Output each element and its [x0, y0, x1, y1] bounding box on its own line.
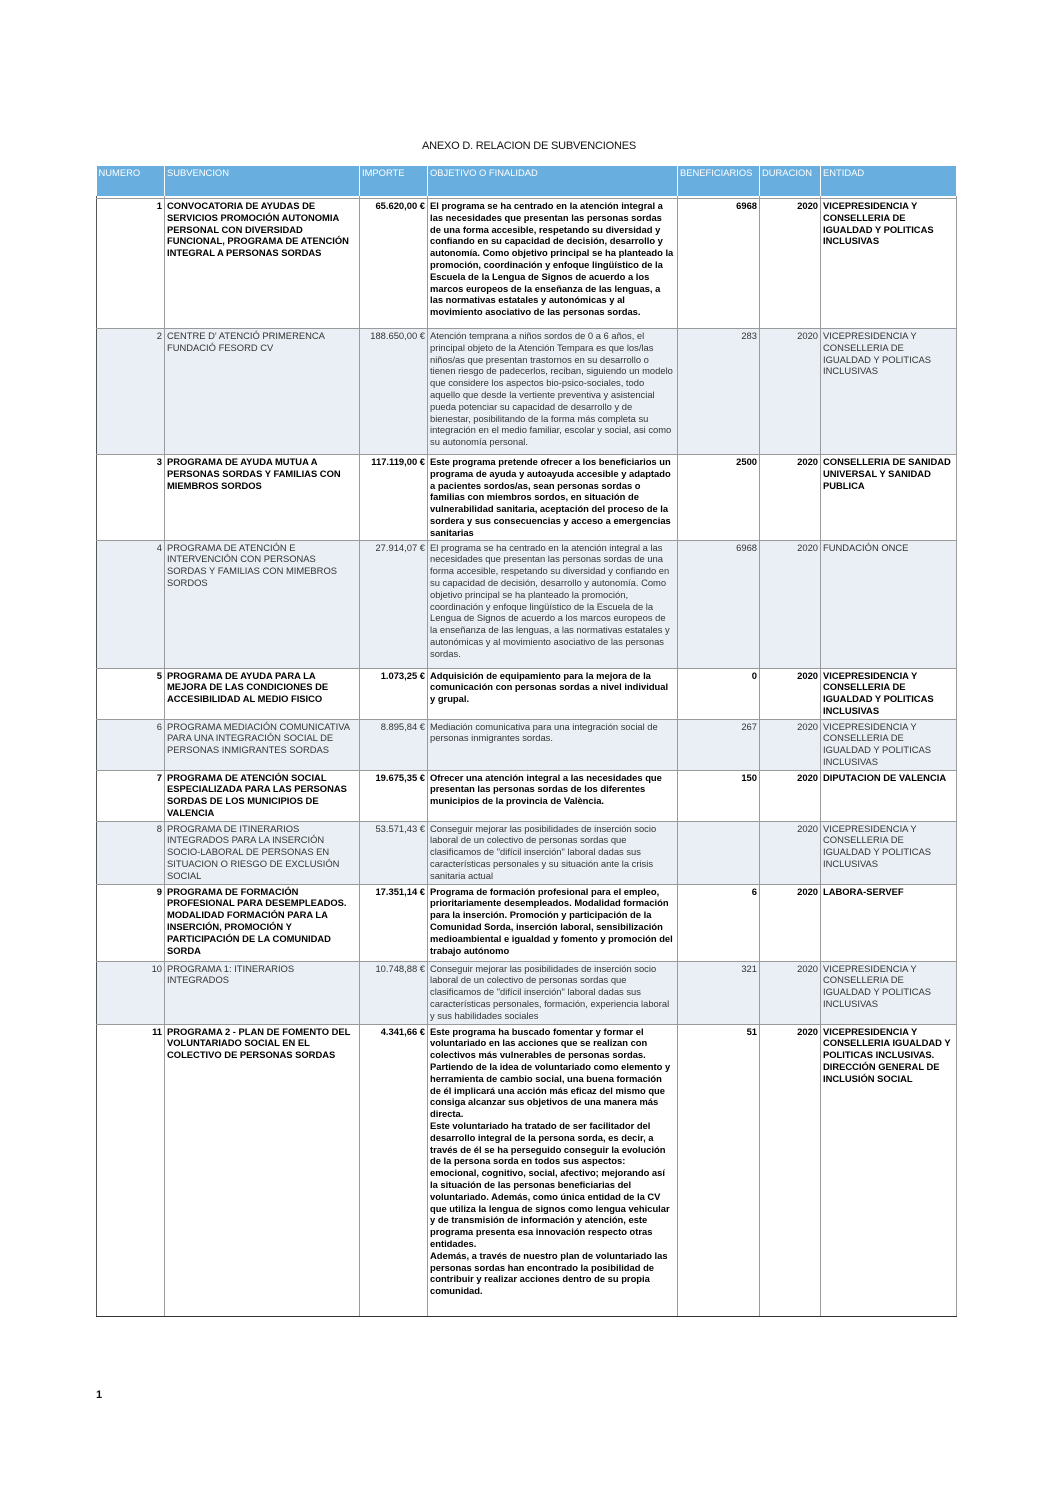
cell-importe: 10.748,88 € [360, 961, 428, 1024]
table-row [97, 329, 957, 455]
cell-entidad: DIPUTACION DE VALENCIA [821, 770, 957, 821]
header-entidad: ENTIDAD [821, 166, 957, 196]
cell-entidad: FUNDACIÓN ONCE [821, 540, 957, 668]
cell-duracion: 2020 [760, 884, 821, 961]
cell-numero: 2 [97, 329, 165, 455]
cell-beneficiarios: 2500 [678, 455, 760, 541]
cell-subvencion: PROGRAMA DE AYUDA PARA LA MEJORA DE LAS CONDICIONES DE ACCESIBILIDAD AL MEDIO FISICO [165, 668, 360, 719]
cell-entidad: VICEPRESIDENCIA Y CONSELLERIA DE IGUALDAD Y POLITICAS INCLUSIVAS [821, 821, 957, 884]
table-row [97, 1024, 957, 1316]
table-row [97, 719, 957, 770]
header-beneficiarios: BENEFICIARIOS [678, 166, 760, 196]
header-subvencion: SUBVENCION [165, 166, 360, 196]
cell-beneficiarios: 6 [678, 884, 760, 961]
cell-numero: 3 [97, 455, 165, 541]
cell-subvencion: PROGRAMA DE ITINERARIOS INTEGRADOS PARA LA INSERCIÓN SOCIO-LABORAL DE PERSONAS EN SITUACION O RIESGO DE EXCLUSIÓN SOCIAL [165, 821, 360, 884]
cell-beneficiarios: 0 [678, 668, 760, 719]
cell-objetivo: Ofrecer una atención integral a las necesidades que presentan las personas sordas de los diferentes municipios de la provincia de València. [428, 770, 678, 821]
cell-duracion: 2020 [760, 1024, 821, 1316]
cell-objetivo: Este programa pretende ofrecer a los beneficiarios un programa de ayuda y autoayuda accesible y adaptado a pacientes sordos/as, sean personas sordas o familias con miembros sordos, en situación de vulnerabilidad sanitaria, aceptación del proceso de la sordera y sus consecuencias y acceso a emergencias sanitarias [428, 455, 678, 541]
cell-duracion: 2020 [760, 199, 821, 329]
cell-importe: 17.351,14 € [360, 884, 428, 961]
table-row [97, 540, 957, 668]
cell-importe: 53.571,43 € [360, 821, 428, 884]
cell-duracion: 2020 [760, 455, 821, 541]
table-row [97, 199, 957, 329]
cell-objetivo: Este programa ha buscado fomentar y formar el voluntariado en las acciones que se realizan con colectivos más vulnerables de personas sordas. Partiendo de la idea de voluntariado como elemento y herramienta de cambio social, una buena formación de él implicará una acción más eficaz del mismo que consiga alcanzar sus objetivos de una manera más directa. Este voluntariado ha tratado de ser facilitador del desarrollo integral de la persona sorda, es decir, a través de él se ha perseguido conseguir la evolución de la persona sorda en todos sus aspectos: emocional, cognitivo, social, afectivo; mejorando así la situación de las personas beneficiarias del voluntariado. Además, como única entidad de la CV que utiliza la lengua de signos como lengua vehicular y de transmisión de información y atención, este programa presenta esa innovación respecto otras entidades. Además, a través de nuestro plan de voluntariado las personas sordas han encontrado la posibilidad de contribuir y realizar acciones dentro de su propia comunidad. [428, 1024, 678, 1316]
header-objetivo: OBJETIVO O FINALIDAD [428, 166, 678, 196]
cell-beneficiarios: 51 [678, 1024, 760, 1316]
cell-objetivo: El programa se ha centrado en la atención integral a las necesidades que presentan las personas sordas de una forma accesible, respetando su diversidad y confiando en su capacidad de decisión, desarrollo y autonomía. Como objetivo principal se ha planteado la promoción, coordinación y enfoque lingüístico de la Escuela de la Lengua de Signos de acuerdo a los marcos europeos de la enseñanza de las lenguas, a las normativas estatales y autonómicas y al movimiento asociativo de las personas sordas. [428, 199, 678, 329]
cell-entidad: VICEPRESIDENCIA Y CONSELLERIA DE IGUALDAD Y POLITICAS INCLUSIVAS [821, 199, 957, 329]
cell-entidad: VICEPRESIDENCIA Y CONSELLERIA IGUALDAD Y POLITICAS INCLUSIVAS. DIRECCIÓN GENERAL DE INCLUSIÓN SOCIAL [821, 1024, 957, 1316]
table-row [97, 961, 957, 1024]
header-importe: IMPORTE [360, 166, 428, 196]
cell-objetivo: Conseguir mejorar las posibilidades de inserción socio laboral de un colectivo de personas sordas que clasificamos de "difícil inserción" laboral dadas sus características personales y su situación ante la crisis sanitaria actual [428, 821, 678, 884]
cell-numero: 4 [97, 540, 165, 668]
cell-numero: 11 [97, 1024, 165, 1316]
cell-beneficiarios: 6968 [678, 199, 760, 329]
cell-importe: 8.895,84 € [360, 719, 428, 770]
cell-subvencion: PROGRAMA DE ATENCIÓN E INTERVENCIÓN CON PERSONAS SORDAS Y FAMILIAS CON MIMEBROS SORDOS [165, 540, 360, 668]
cell-importe: 27.914,07 € [360, 540, 428, 668]
cell-numero: 8 [97, 821, 165, 884]
cell-beneficiarios [678, 821, 760, 884]
page-number: 1 [96, 1389, 103, 1401]
cell-objetivo: Adquisición de equipamiento para la mejora de la comunicación con personas sordas a nivel individual y grupal. [428, 668, 678, 719]
table-row [97, 884, 957, 961]
cell-importe: 117.119,00 € [360, 455, 428, 541]
table-row [97, 668, 957, 719]
cell-entidad: VICEPRESIDENCIA Y CONSELLERIA DE IGUALDAD Y POLITICAS INCLUSIVAS [821, 961, 957, 1024]
cell-entidad: VICEPRESIDENCIA Y CONSELLERIA DE IGUALDAD Y POLITICAS INCLUSIVAS [821, 668, 957, 719]
cell-duracion: 2020 [760, 668, 821, 719]
cell-duracion: 2020 [760, 821, 821, 884]
cell-objetivo: El programa se ha centrado en la atención integral a las necesidades que presentan las personas sordas de una forma accesible, respetando su diversidad y confiando en su capacidad de decisión, desarrollo y autonomía. Como objetivo principal se ha planteado la promoción, coordinación y enfoque lingüístico de la Escuela de la Lengua de Signos de acuerdo a los marcos europeos de la enseñanza de las lenguas, a las normativas estatales y autonómicas y al movimiento asociativo de las personas sordas. [428, 540, 678, 668]
cell-subvencion: CENTRE D' ATENCIÓ PRIMERENCA FUNDACIÓ FESORD CV [165, 329, 360, 455]
cell-subvencion: CONVOCATORIA DE AYUDAS DE SERVICIOS PROMOCIÓN AUTONOMIA PERSONAL CON DIVERSIDAD FUNCIONAL, PROGRAMA DE ATENCIÓN INTEGRAL A PERSONAS SORDAS [165, 199, 360, 329]
cell-beneficiarios: 283 [678, 329, 760, 455]
cell-entidad: CONSELLERIA DE SANIDAD UNIVERSAL Y SANIDAD PUBLICA [821, 455, 957, 541]
cell-numero: 5 [97, 668, 165, 719]
cell-numero: 1 [97, 199, 165, 329]
cell-duracion: 2020 [760, 329, 821, 455]
cell-subvencion: PROGRAMA DE ATENCIÓN SOCIAL ESPECIALIZADA PARA LAS PERSONAS SORDAS DE LOS MUNICIPIOS DE VALENCIA [165, 770, 360, 821]
cell-duracion: 2020 [760, 540, 821, 668]
cell-objetivo: Conseguir mejorar las posibilidades de inserción socio laboral de un colectivo de personas sordas que clasificamos de "difícil inserción" laboral dadas sus características personales, formación, experiencia laboral y sus habilidades sociales [428, 961, 678, 1024]
cell-duracion: 2020 [760, 961, 821, 1024]
cell-objetivo: Programa de formación profesional para el empleo, prioritariamente desempleados. Modalidad formación para la inserción. Promoción y participación de la Comunidad Sorda, inserción laboral, sensibilización medioambiental e igualdad y fomento y promoción del trabajo autónomo [428, 884, 678, 961]
cell-beneficiarios: 6968 [678, 540, 760, 668]
cell-numero: 6 [97, 719, 165, 770]
cell-entidad: VICEPRESIDENCIA Y CONSELLERIA DE IGUALDAD Y POLITICAS INCLUSIVAS [821, 329, 957, 455]
table-header-row [97, 166, 957, 196]
cell-numero: 7 [97, 770, 165, 821]
cell-beneficiarios: 321 [678, 961, 760, 1024]
cell-subvencion: PROGRAMA 1: ITINERARIOS INTEGRADOS [165, 961, 360, 1024]
table-row [97, 770, 957, 821]
cell-subvencion: PROGRAMA 2 - PLAN DE FOMENTO DEL VOLUNTARIADO SOCIAL EN EL COLECTIVO DE PERSONAS SORDAS [165, 1024, 360, 1316]
cell-subvencion: PROGRAMA DE AYUDA MUTUA A PERSONAS SORDAS Y FAMILIAS CON MIEMBROS SORDOS [165, 455, 360, 541]
document-title: ANEXO D. RELACION DE SUBVENCIONES [421, 140, 637, 152]
cell-duracion: 2020 [760, 770, 821, 821]
table-row [97, 455, 957, 541]
cell-beneficiarios: 150 [678, 770, 760, 821]
cell-duracion: 2020 [760, 719, 821, 770]
table-row [97, 821, 957, 884]
header-duracion: DURACION [760, 166, 821, 196]
cell-numero: 9 [97, 884, 165, 961]
cell-importe: 4.341,66 € [360, 1024, 428, 1316]
cell-entidad: VICEPRESIDENCIA Y CONSELLERIA DE IGUALDAD Y POLITICAS INCLUSIVAS [821, 719, 957, 770]
cell-importe: 65.620,00 € [360, 199, 428, 329]
cell-subvencion: PROGRAMA DE FORMACIÓN PROFESIONAL PARA DESEMPLEADOS. MODALIDAD FORMACIÓN PARA LA INSERCIÓN, PROMOCIÓN Y PARTICIPACIÓN DE LA COMUNIDAD SORDA [165, 884, 360, 961]
cell-beneficiarios: 267 [678, 719, 760, 770]
cell-entidad: LABORA-SERVEF [821, 884, 957, 961]
cell-importe: 19.675,35 € [360, 770, 428, 821]
cell-objetivo: Mediación comunicativa para una integración social de personas inmigrantes sordas. [428, 719, 678, 770]
cell-numero: 10 [97, 961, 165, 1024]
cell-importe: 188.650,00 € [360, 329, 428, 455]
cell-importe: 1.073,25 € [360, 668, 428, 719]
cell-objetivo: Atención temprana a niños sordos de 0 a 6 años, el principal objeto de la Atención Tempara es que los/las niños/as que presentan trastornos en su desarrollo o tienen riesgo de padecerlos, reciban, siguiendo un modelo que considere los aspectos bio-psico-sociales, todo aquello que desde la vertiente preventiva y asistencial pueda potenciar su capacidad de desarrollo y de bienestar, posibilitando de la forma más completa su integración en el medio familiar, escolar y social, asi como su autonomía personal. [428, 329, 678, 455]
cell-subvencion: PROGRAMA MEDIACIÓN COMUNICATIVA PARA UNA INTEGRACIÓN SOCIAL DE PERSONAS INMIGRANTES SORDAS [165, 719, 360, 770]
header-numero: NUMERO [97, 166, 165, 196]
subsidies-table [96, 166, 957, 1317]
